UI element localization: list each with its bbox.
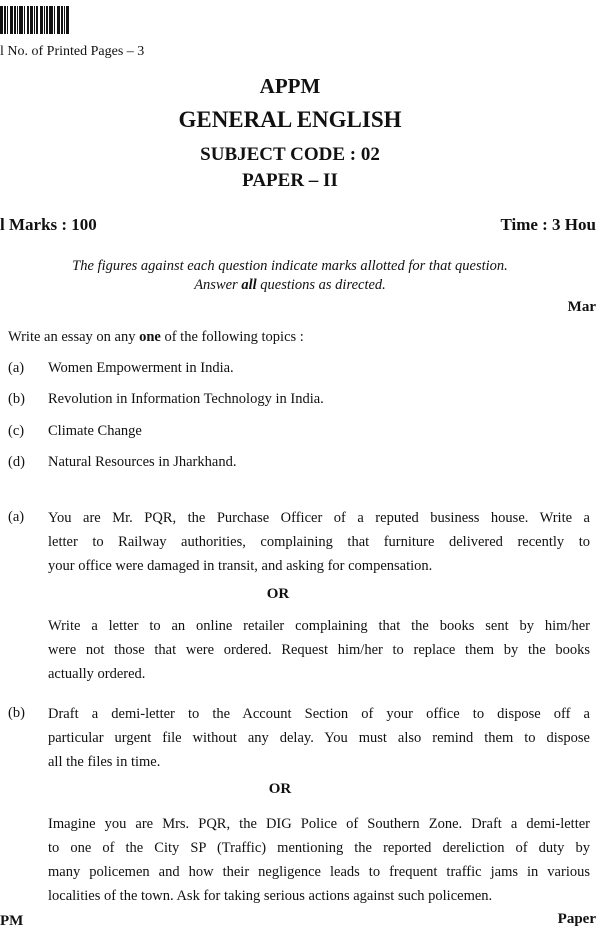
q2a-label: (a) bbox=[8, 509, 25, 525]
text-line: all the files in time. bbox=[48, 754, 161, 770]
q2b-label: (b) bbox=[8, 705, 25, 721]
q1-option-text: Natural Resources in Jharkhand. bbox=[48, 454, 237, 470]
or-divider: OR bbox=[266, 586, 290, 602]
q2a-alt-text bbox=[48, 614, 590, 686]
q1-prompt: Write an essay on any one of the following topics : bbox=[8, 329, 304, 345]
text-line: particular urgent file without any delay. You must also remind them to dispose bbox=[48, 730, 590, 746]
text-line: were not those that were ordered. Request him/her to replace them by the books bbox=[48, 642, 590, 658]
q1-option-text: Revolution in Information Technology in India. bbox=[48, 391, 324, 407]
total-marks: l Marks : 100 bbox=[0, 215, 97, 234]
text-line: You are Mr. PQR, the Purchase Officer of a reputed business house. Write a bbox=[48, 510, 590, 526]
exam-title: APPM bbox=[259, 74, 321, 98]
marks-column-header: Mar bbox=[567, 299, 596, 315]
footer-left: PM bbox=[0, 913, 24, 929]
text-line: many policemen and how their negligence leads to frequent traffic jams in various bbox=[48, 864, 590, 880]
instruction-line-2: Answer all questions as directed. bbox=[194, 277, 386, 293]
paper-number: PAPER – II bbox=[242, 170, 338, 191]
text-line: Write a letter to an online retailer complaining that the books sent by him/her bbox=[48, 618, 590, 634]
q1-option-label: (d) bbox=[8, 454, 25, 470]
text-line: letter to Railway authorities, complaining that furniture delivered recently to bbox=[48, 534, 590, 550]
subject-title: GENERAL ENGLISH bbox=[178, 107, 402, 132]
barcode bbox=[0, 6, 84, 34]
printed-pages: l No. of Printed Pages – 3 bbox=[0, 44, 145, 59]
q1-option-text: Women Empowerment in India. bbox=[48, 360, 234, 376]
instruction-line-1: The figures against each question indicate marks allotted for that question. bbox=[72, 258, 508, 274]
text-line: actually ordered. bbox=[48, 666, 146, 682]
q1-option-text: Climate Change bbox=[48, 423, 142, 439]
q2b-alt-text bbox=[48, 812, 590, 908]
q2b-text bbox=[48, 702, 590, 774]
q1-option-label: (c) bbox=[8, 423, 25, 439]
text-line: localities of the town. Ask for taking serious actions against such policemen. bbox=[48, 888, 493, 904]
or-divider: OR bbox=[268, 781, 292, 797]
text-line: Draft a demi-letter to the Account Section of your office to dispose off a bbox=[48, 706, 590, 722]
text-line: your office were damaged in transit, and asking for compensation. bbox=[48, 558, 433, 574]
footer-right: Paper bbox=[557, 911, 596, 927]
q1-option-label: (b) bbox=[8, 391, 25, 407]
text-line: Imagine you are Mrs. PQR, the DIG Police of Southern Zone. Draft a demi-letter bbox=[48, 816, 590, 832]
subject-code: SUBJECT CODE : 02 bbox=[200, 144, 380, 165]
q2a-text bbox=[48, 506, 590, 578]
q1-option-label: (a) bbox=[8, 360, 25, 376]
time-allowed: Time : 3 Hou bbox=[500, 215, 596, 234]
text-line: to one of the City SP (Traffic) mentioning the reported dereliction of duty by bbox=[48, 840, 590, 856]
